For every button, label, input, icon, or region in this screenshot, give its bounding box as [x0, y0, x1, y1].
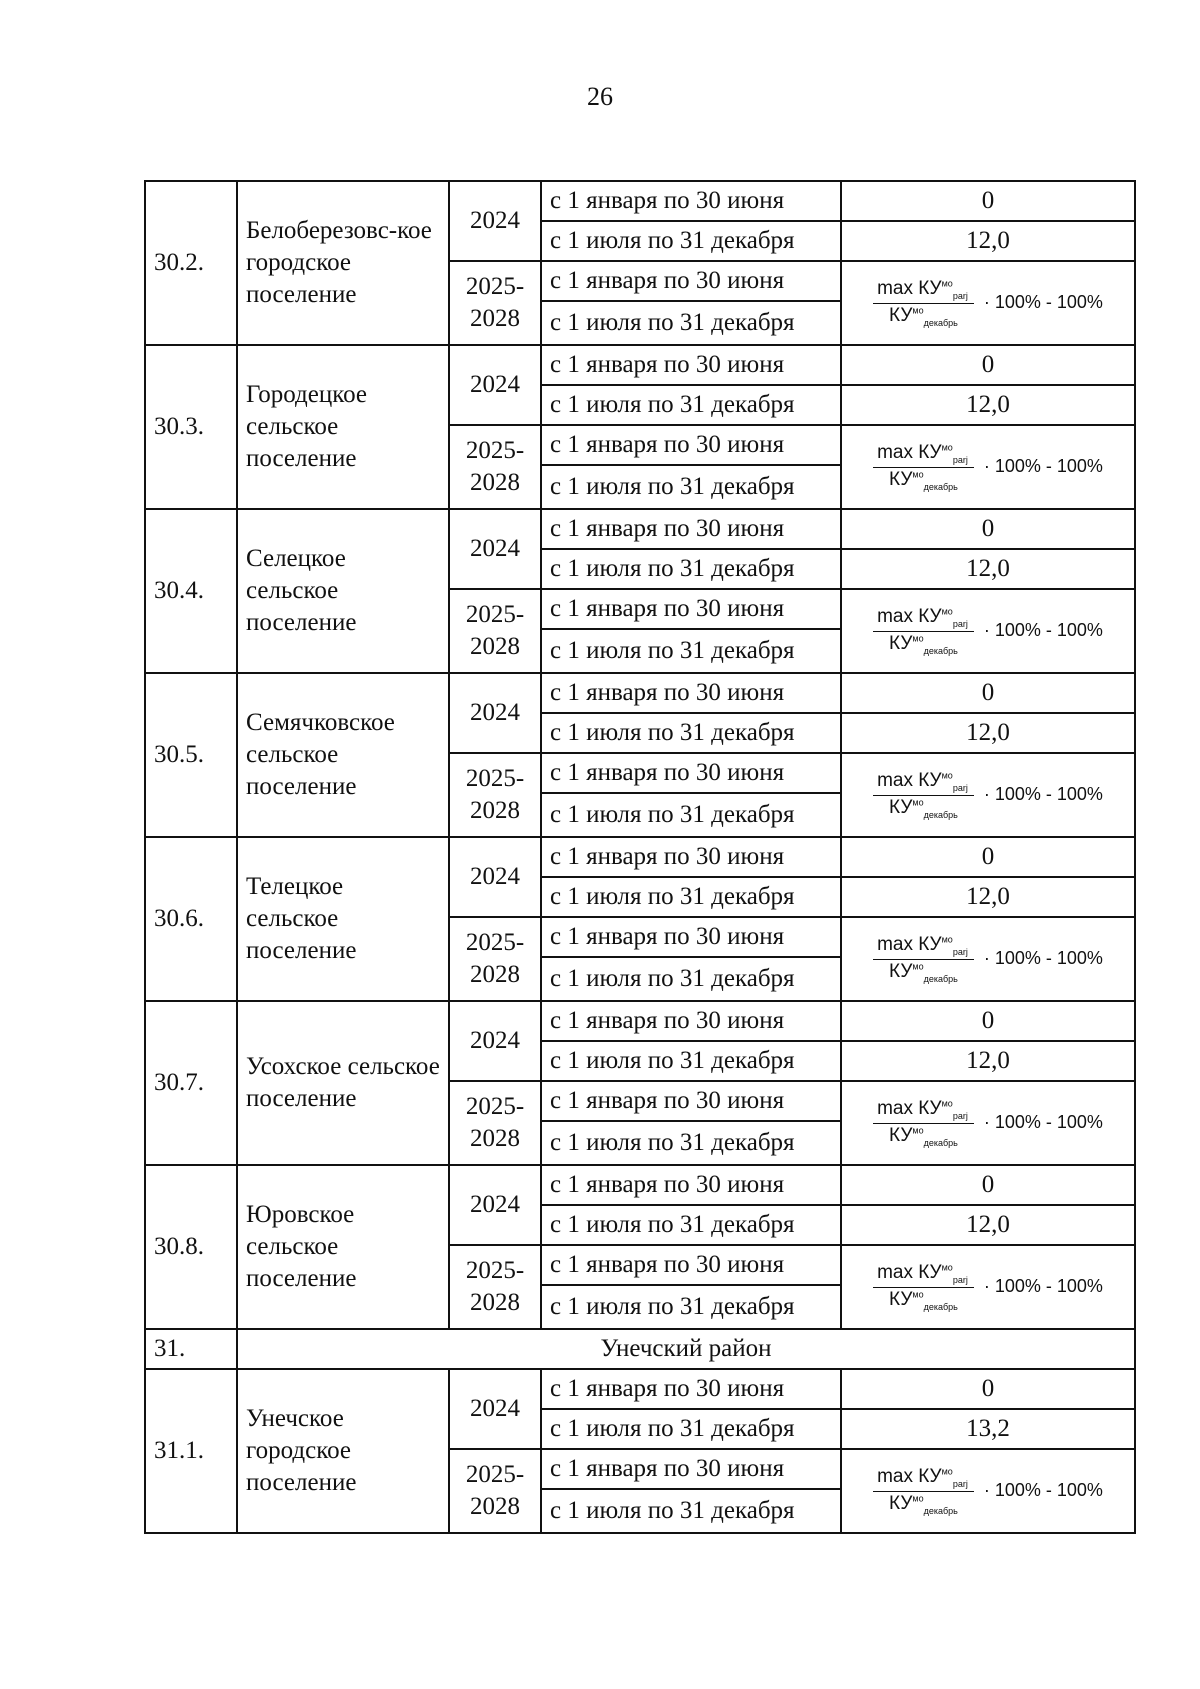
year-range: 2025-2028 — [449, 1081, 541, 1165]
formula-max: max КУ — [877, 933, 942, 955]
formula-sup-top: мо — [941, 934, 953, 945]
settlement-name: Семячковское сельское поселение — [237, 673, 449, 837]
value-second-half-2024: 13,2 — [841, 1409, 1135, 1449]
value-second-half-2024: 12,0 — [841, 877, 1135, 917]
formula-tail: · 100% - 100% — [983, 1276, 1103, 1297]
value-first-half-2024: 0 — [841, 1369, 1135, 1409]
year-2024: 2024 — [449, 181, 541, 261]
formula-sup-top: мо — [941, 442, 953, 453]
year-range: 2025-2028 — [449, 425, 541, 509]
formula-cell — [841, 1245, 1135, 1329]
formula-sub-top: рarj — [952, 946, 968, 957]
period-first-half: с 1 января по 30 июня — [541, 673, 841, 713]
row-number: 30.4. — [145, 509, 237, 673]
period-first-half: с 1 января по 30 июня — [541, 837, 841, 877]
formula-max: max КУ — [877, 277, 942, 299]
formula-tail: · 100% - 100% — [983, 620, 1103, 641]
formula-sup-top: мо — [941, 1466, 953, 1477]
year-2024: 2024 — [449, 837, 541, 917]
formula-cell — [841, 1449, 1135, 1533]
settlement-name: Селецкое сельское поселение — [237, 509, 449, 673]
year-range: 2025-2028 — [449, 261, 541, 345]
formula-max: max КУ — [877, 1465, 942, 1487]
row-number: 30.2. — [145, 181, 237, 345]
period-second-half: с 1 июля по 31 декабря — [541, 713, 841, 753]
settlement-name: Унечское городское поселение — [237, 1369, 449, 1533]
period-second-half: с 1 июля по 31 декабря — [541, 221, 841, 261]
value-first-half-2024: 0 — [841, 837, 1135, 877]
formula-sup-bottom: мо — [912, 1493, 924, 1504]
formula-cell — [841, 261, 1135, 345]
period-second-half: с 1 июля по 31 декабря — [541, 465, 841, 509]
row-number: 31.1. — [145, 1369, 237, 1533]
formula-sub-bottom: декабрь — [923, 1137, 958, 1148]
formula-sup-top: мо — [941, 1098, 953, 1109]
formula-sup-bottom: мо — [912, 633, 924, 644]
period-first-half: с 1 января по 30 июня — [541, 1165, 841, 1205]
formula-sub-bottom: декабрь — [923, 1505, 958, 1516]
settlement-name: Телецкое сельское поселение — [237, 837, 449, 1001]
period-first-half: с 1 января по 30 июня — [541, 589, 841, 629]
formula-sub-top: рarj — [952, 454, 968, 465]
row-number: 30.6. — [145, 837, 237, 1001]
table-row — [145, 1165, 1135, 1205]
value-first-half-2024: 0 — [841, 345, 1135, 385]
period-first-half: с 1 января по 30 июня — [541, 1001, 841, 1041]
formula-sup-top: мо — [941, 1262, 953, 1273]
formula-denominator: КУ — [889, 796, 913, 818]
period-first-half: с 1 января по 30 июня — [541, 917, 841, 957]
year-2024: 2024 — [449, 1369, 541, 1449]
period-second-half: с 1 июля по 31 декабря — [541, 1285, 841, 1329]
formula-max: max КУ — [877, 605, 942, 627]
formula-sub-bottom: декабрь — [923, 973, 958, 984]
table-row — [145, 345, 1135, 385]
period-second-half: с 1 июля по 31 декабря — [541, 1121, 841, 1165]
formula-denominator: КУ — [889, 1492, 913, 1514]
formula-tail: · 100% - 100% — [983, 456, 1103, 477]
formula-sub-top: рarj — [952, 618, 968, 629]
formula-sup-bottom: мо — [912, 469, 924, 480]
district-number: 31. — [145, 1329, 237, 1369]
period-second-half: с 1 июля по 31 декабря — [541, 549, 841, 589]
period-second-half: с 1 июля по 31 декабря — [541, 793, 841, 837]
formula-cell — [841, 753, 1135, 837]
formula-denominator: КУ — [889, 960, 913, 982]
year-2024: 2024 — [449, 1001, 541, 1081]
formula-sub-bottom: декабрь — [923, 645, 958, 656]
year-2024: 2024 — [449, 1165, 541, 1245]
formula-sub-top: рarj — [952, 1110, 968, 1121]
table-row — [145, 181, 1135, 221]
period-first-half: с 1 января по 30 июня — [541, 1081, 841, 1121]
formula — [850, 442, 1126, 492]
formula-sub-bottom: декабрь — [923, 1301, 958, 1312]
value-second-half-2024: 12,0 — [841, 385, 1135, 425]
period-second-half: с 1 июля по 31 декабря — [541, 629, 841, 673]
formula-denominator: КУ — [889, 304, 913, 326]
period-first-half: с 1 января по 30 июня — [541, 509, 841, 549]
period-second-half: с 1 июля по 31 декабря — [541, 301, 841, 345]
formula-max: max КУ — [877, 769, 942, 791]
period-first-half: с 1 января по 30 июня — [541, 345, 841, 385]
formula-cell — [841, 589, 1135, 673]
value-first-half-2024: 0 — [841, 1165, 1135, 1205]
year-2024: 2024 — [449, 509, 541, 589]
period-first-half: с 1 января по 30 июня — [541, 425, 841, 465]
formula-tail: · 100% - 100% — [983, 1480, 1103, 1501]
value-second-half-2024: 12,0 — [841, 1205, 1135, 1245]
row-number: 30.3. — [145, 345, 237, 509]
district-row — [145, 1329, 1135, 1369]
formula-sup-top: мо — [941, 770, 953, 781]
formula-sup-bottom: мо — [912, 305, 924, 316]
formula-tail: · 100% - 100% — [983, 292, 1103, 313]
period-first-half: с 1 января по 30 июня — [541, 1245, 841, 1285]
value-first-half-2024: 0 — [841, 509, 1135, 549]
formula — [850, 770, 1126, 820]
table-row — [145, 673, 1135, 713]
formula-sub-top: рarj — [952, 1478, 968, 1489]
formula-cell — [841, 425, 1135, 509]
formula — [850, 606, 1126, 656]
formula-tail: · 100% - 100% — [983, 948, 1103, 969]
period-first-half: с 1 января по 30 июня — [541, 261, 841, 301]
formula-sub-bottom: декабрь — [923, 809, 958, 820]
period-second-half: с 1 июля по 31 декабря — [541, 877, 841, 917]
formula — [850, 934, 1126, 984]
value-second-half-2024: 12,0 — [841, 549, 1135, 589]
formula-denominator: КУ — [889, 1124, 913, 1146]
year-range: 2025-2028 — [449, 1245, 541, 1329]
row-number: 30.8. — [145, 1165, 237, 1329]
formula-denominator: КУ — [889, 632, 913, 654]
period-second-half: с 1 июля по 31 декабря — [541, 957, 841, 1001]
settlement-name: Усохское сельское поселение — [237, 1001, 449, 1165]
formula-denominator: КУ — [889, 1288, 913, 1310]
formula-sub-top: рarj — [952, 1274, 968, 1285]
period-second-half: с 1 июля по 31 декабря — [541, 1489, 841, 1533]
period-first-half: с 1 января по 30 июня — [541, 1369, 841, 1409]
formula-sub-top: рarj — [952, 290, 968, 301]
formula-max: max КУ — [877, 1097, 942, 1119]
value-second-half-2024: 12,0 — [841, 1041, 1135, 1081]
formula-cell — [841, 1081, 1135, 1165]
year-2024: 2024 — [449, 673, 541, 753]
formula — [850, 1262, 1126, 1312]
settlement-name: Белоберезовс-кое городское поселение — [237, 181, 449, 345]
district-name: Унечский район — [237, 1329, 1135, 1369]
settlement-name: Городецкое сельское поселение — [237, 345, 449, 509]
formula-tail: · 100% - 100% — [983, 784, 1103, 805]
table-row — [145, 837, 1135, 877]
table-row — [145, 1369, 1135, 1409]
formula — [850, 1466, 1126, 1516]
formula-sup-bottom: мо — [912, 961, 924, 972]
period-first-half: с 1 января по 30 июня — [541, 753, 841, 793]
page-number: 26 — [587, 82, 613, 111]
formula-sup-top: мо — [941, 278, 953, 289]
formula-sup-bottom: мо — [912, 797, 924, 808]
year-2024: 2024 — [449, 345, 541, 425]
settlement-name: Юровское сельское поселение — [237, 1165, 449, 1329]
formula-cell — [841, 917, 1135, 1001]
year-range: 2025-2028 — [449, 589, 541, 673]
period-second-half: с 1 июля по 31 декабря — [541, 1041, 841, 1081]
formula-denominator: КУ — [889, 468, 913, 490]
value-first-half-2024: 0 — [841, 181, 1135, 221]
formula-sup-bottom: мо — [912, 1289, 924, 1300]
period-first-half: с 1 января по 30 июня — [541, 181, 841, 221]
settlement-table — [144, 180, 1136, 1534]
year-range: 2025-2028 — [449, 917, 541, 1001]
value-second-half-2024: 12,0 — [841, 713, 1135, 753]
value-second-half-2024: 12,0 — [841, 221, 1135, 261]
year-range: 2025-2028 — [449, 1449, 541, 1533]
value-first-half-2024: 0 — [841, 673, 1135, 713]
formula-sub-top: рarj — [952, 782, 968, 793]
formula-max: max КУ — [877, 441, 942, 463]
formula — [850, 278, 1126, 328]
table-row — [145, 1001, 1135, 1041]
row-number: 30.7. — [145, 1001, 237, 1165]
formula-sup-bottom: мо — [912, 1125, 924, 1136]
period-second-half: с 1 июля по 31 декабря — [541, 385, 841, 425]
period-second-half: с 1 июля по 31 декабря — [541, 1205, 841, 1245]
period-second-half: с 1 июля по 31 декабря — [541, 1409, 841, 1449]
formula-sub-bottom: декабрь — [923, 481, 958, 492]
formula-tail: · 100% - 100% — [983, 1112, 1103, 1133]
row-number: 30.5. — [145, 673, 237, 837]
value-first-half-2024: 0 — [841, 1001, 1135, 1041]
formula-max: max КУ — [877, 1261, 942, 1283]
period-first-half: с 1 января по 30 июня — [541, 1449, 841, 1489]
formula-sub-bottom: декабрь — [923, 317, 958, 328]
year-range: 2025-2028 — [449, 753, 541, 837]
formula — [850, 1098, 1126, 1148]
formula-sup-top: мо — [941, 606, 953, 617]
table-row — [145, 509, 1135, 549]
